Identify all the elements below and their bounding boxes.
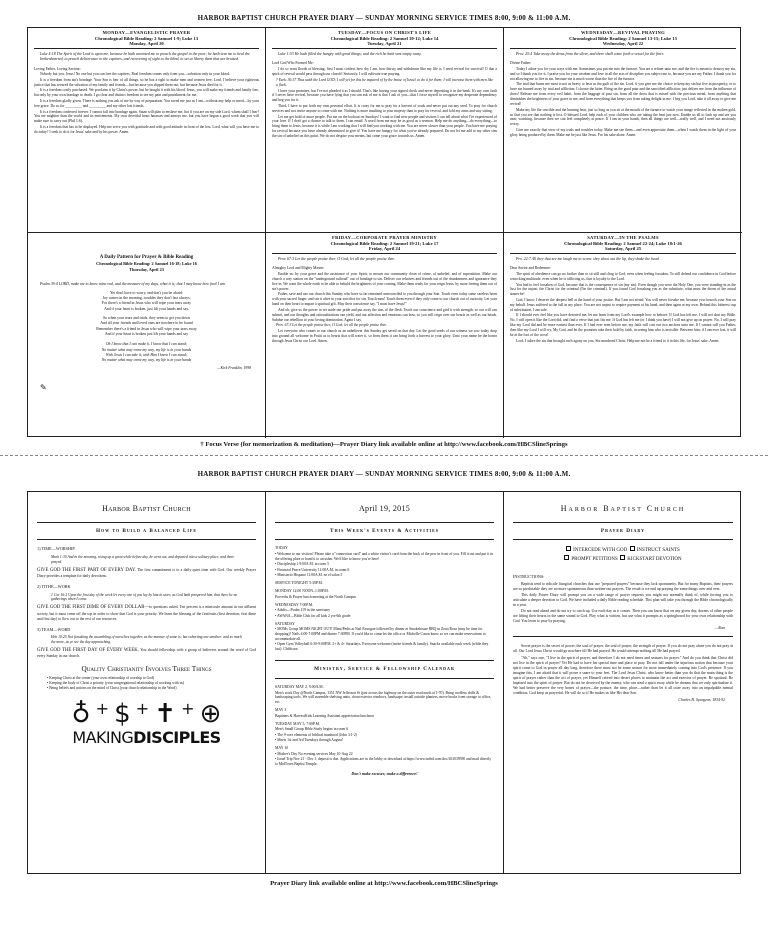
event-heading: SATURDAY MAY 2, 9:00A.M. xyxy=(275,684,324,689)
logo-making: MAKING xyxy=(72,727,134,747)
saturday-header xyxy=(510,235,736,254)
date: Saturday, April 25 xyxy=(604,246,642,252)
date: Wednesday, April 22 xyxy=(602,41,644,47)
poem-line: And all your friends and loved ones are nowhere to be found xyxy=(100,321,193,326)
day-title: FRIDAY—CORPORATE PRAYER MINISTRY xyxy=(332,235,437,240)
para: I have your promises, but I've not pleaded it as I should. That's like having your signed check and never depositing it in the bank. It's my own fault if I never have revival, because you have lying that you can ask of me is that I ask of you—that I force myself to recognize my desperate dependency and beg you for it. xyxy=(272,88,497,103)
checkbox-intercede[interactable] xyxy=(566,548,627,553)
instruction-para: This daily Prayer Diary will prompt you on a wide range of prayer requests you might not normally think of, while forcing you to articulate a deeper devotion to God. We have included a daily Bible reading schedule. This plan will take you through the Bible chronologically in a year. xyxy=(513,593,733,608)
reading: Chronological Bible Reading: 2 Samuel 1-9; Luke 13 xyxy=(94,35,199,41)
poem-line: No matter what may come my way, my life is in your hands xyxy=(101,347,192,352)
section-band: This Week's Events & Activities xyxy=(275,522,494,541)
monday-cell xyxy=(28,28,266,233)
para: If I should ever feel like you have deserted me, let me learn from my Lord's example how to behave. If God has left me, I will not shut my Bible. No, I will open it like the Lord did, and find a verse that just fits me. If God has left me (or I think you have) I will not give up on prayer. No, I will pray like my Lord did and be more earnest than ever. If I had ever seen before me, my faith will cast out two anchors unto me. If I cannot call you Father, then like my Lord I will cry, My God, and let the promises take their hold by faith, in seeing him who is invisible. Between him; if I am ever lost, it will be at the foot of the cross! xyxy=(510,313,736,337)
reading: Chronological Bible Reading: 2 Samuel 22-24; Luke 18:1-26 xyxy=(564,240,682,246)
section-band: Ministry, Service & Fellowship Calendar xyxy=(275,660,494,679)
event-item: • MOMs Group MOMS NIGHT OUT! Mimi/Pedis at Nail Envogue followed by dinner at Smokehouse BBQ in Zona Rosa (may be time for shopping)! Nails 4:00-7:00PM and dinner 7:30PM. If you'd like to come let the office or Michelle Cason know so we can make reservations to accommodate all. xyxy=(275,627,486,641)
para: Third, I have to put forth my own personal effort. It is crazy for me to pray for a harvest of souls and never put out any seed. To pray for church services and not invite anyone to come with me. Nothing is more insulting to your majesty than to pray for revival, and fold my arms and stay sitting. xyxy=(272,103,497,113)
wednesday-cell xyxy=(504,28,742,233)
bottom-footer: Prayer Diary link available online at http://www.facebook.com/HBCSlineSprings xyxy=(270,880,498,887)
fold-divider xyxy=(0,455,768,456)
para: † Ezek. 36:37 Thus saith the Lord GOD; I will yet for this be inquired of by the house of Israel, to do it for them; I will increase them with men like a flock. xyxy=(276,77,493,87)
poem-line: And if your heart is broken just lift your hands and say xyxy=(104,331,189,336)
balanced-life-column xyxy=(28,492,266,873)
event-item: • Adults—Psalm 119 in the sanctuary xyxy=(275,608,331,613)
signature: —Alan xyxy=(714,626,725,631)
checkbox-label: PROMPT PETITIONS xyxy=(571,556,618,562)
step-label: 1) TIME—WORSHIP xyxy=(37,546,75,552)
day-title: WEDNESDAY—REVIVAL PRAYING xyxy=(580,30,666,35)
events-column xyxy=(266,492,504,873)
plus-icon: + xyxy=(95,698,110,718)
para: Dear Savior and Redeemer: xyxy=(510,266,551,271)
verse: Heb 10:25 Not forsaking the assembling of ourselves together, as the manner of some is; but exhorting one another: and so much the more, as ye see the day approaching. xyxy=(51,635,242,645)
date: Thursday, April 23 xyxy=(129,266,164,272)
church-name: Harbor Baptist Church xyxy=(102,504,191,513)
event-heading: MONDAY 12:00 NOON–1:00P.M. xyxy=(275,589,329,594)
para: Let me get hold of more people. Put me on the lookout on Sundays! I want to find new people and visitors I can tell about what I've experienced of your love. If I don't get a chance to talk to them, I can email. A word from me may be as good as a sermon. Help me do anything—do everything—to bring them to Jesus, because it is while I am working that I will find you working with me. You are never slower than your people. You have me praying for revival because you have already determined to give it! You have me hungry for what you've already prepared. Do not let me add to my other sins the sin of unbelief on this point. We do not despise your means, but come your grace towards us. Amen. xyxy=(272,114,497,138)
event-item: • Financial Peace University 11:00A.M. in room 6 xyxy=(275,567,350,572)
tuesday-header xyxy=(272,30,497,49)
para: Lord God Who Formed Me: xyxy=(272,61,314,66)
poem-credit: —Kirk Franklin, 1998 xyxy=(217,365,251,370)
para: I do so want floods of blessing; first I must confess how dry I am, how thirsty and withdrawn like my life is. I need revival for survival! O that a spirit of revival would pass through our church! Seriously, I will cultivate true praying. xyxy=(272,67,497,76)
event-heading: WEDNESDAY 7:00P.M. xyxy=(275,602,314,607)
focus-verse: Prov. 67:3 Let the people praise thee, O God; let all the people praise thee. xyxy=(278,257,396,262)
poem-line: Joy comes in the morning, troubles they don't last always; xyxy=(102,296,191,301)
day-title: MONDAY—EVANGELISTIC PRAYER xyxy=(102,30,191,35)
making-disciples-logo xyxy=(71,698,222,748)
event-item: Proverbs & Prayer lunch meeting at the North Campus xyxy=(275,594,356,599)
church-name: Harbor Baptist Church xyxy=(560,504,686,513)
logo-text xyxy=(72,727,222,748)
instruction-para: Baptists tend to ridicule liturgical churches that use "prepared prayers" because they lack spontaneity. But for many Baptists, their prayers are so predictable they are no more spontaneous than written-out prayers. The result is we end up praying the same things over and over. xyxy=(513,581,733,591)
quote-para: "Ah," says one, "I live in the spirit of prayer, and therefore I do not need times and seasons for prayer." And do you think that Christ did not live in the spirit of prayer? Yet He had to have his special time and place to pray. Do not fall under the injurious notion that because your spirit come to God in prayer all day long, therefore there must not be some season for more immediately coming into God's presence. If you imagine this, I am afraid that it will prove a snare to your feet. The Lord Jesus Christ, who knew better than you do that the main thing is the spirit of prayer rather than the act of prayer, yet Himself retired into desert places to maintain the act and exercise of prayer. Be spiritual. Be baptized into the spirit of prayer. But do not be deceived by the enemy, who can steal a spirit away while he dreams that we only spiritualize it. We had better preserve the very bones of prayer—the posture, the time, place—rather than let it all ooze away into an impalpable mental condition. God keep us prayerful. He will do so if He makes us like His dear Son. xyxy=(513,655,733,695)
step-text: The first commitment is to a daily quiet time with God. Our weekly Prayer Diary provides a template for daily devotions. xyxy=(37,567,256,579)
quote-author: Charles H. Spurgeon, 1834-92 xyxy=(678,697,725,702)
verse: Mark 1:35 And in the morning, rising up a great while before day, he went out, and departed into a solitary place, and there prayed. xyxy=(51,554,235,564)
event-item: • Discipleship 2 9:00A.M. in room 5 xyxy=(275,562,329,567)
friday-header xyxy=(272,235,497,254)
instruction-para: Do not read ahead and do not try to catch up. Use each day as it comes. Then you can know that on any given day, dozens of other people are lifting their hearts in the same strand to God. Play what is written, but use what it prompts as a springboard for your own relationship with God. You learn to pray by praying. xyxy=(513,609,733,624)
tuesday-cell xyxy=(266,28,504,233)
bulletin-date: April 19, 2015 xyxy=(358,504,411,513)
poem-line: Remember there's a friend in Jesus who will wipe your tears away xyxy=(96,326,197,331)
checkbox-prompt[interactable] xyxy=(564,557,617,562)
event-item: • Welcome to our visitors! Please take a "connection card" and a white visitor's card from the back of the pew in front of you. Fill it out and put it in the offering plate or hand it to an usher. We'd like to know you're here! xyxy=(275,552,494,561)
reading: Chronological Bible Reading: 2 Samuel 19-21; Luke 17 xyxy=(330,240,439,246)
top-sheet-title: HARBOR BAPTIST CHURCH PRAYER DIARY — SUNDAY MORNING SERVICE TIMES 8:00, 9:00 & 11:00 A.M. xyxy=(197,14,571,22)
top-footer: † Focus Verse (for memorization & meditation)—Prayer Diary link available online at http://www.facebook.com/HBCSlineSprings xyxy=(200,441,568,448)
day-title: SATURDAY—IN THE PSALMS xyxy=(587,235,659,240)
event-item: Baptisms & HarvestKids Learning Assistant appreciation luncheon xyxy=(275,713,374,718)
instructions-label: INSTRUCTIONS: xyxy=(513,574,545,580)
checkbox-kickstart[interactable] xyxy=(620,557,681,562)
plus-icon: + xyxy=(135,698,150,718)
event-item: • Mother's Day No evening services May 10-Aug 22 xyxy=(275,751,353,756)
para: Make my life the crucible and the burning heat, just so long as you sit at the mouth of the furnace to watch your image reflected in the molten gold, so that you see that nothing is lost. O blessed Lord, help each of your children who are taking the heat just now. Enable us all to look up and see you near, watching, because then we can feel completely at peace. If I am in your hands, then all things are well—really well, and I need not anxiously worry. xyxy=(510,107,736,127)
plus-icon: + xyxy=(181,698,195,718)
section-band: How to Build a Balanced Life xyxy=(37,522,256,541)
divider xyxy=(513,636,733,637)
pen-icon: ✎ xyxy=(40,382,47,392)
checkbox-instruct[interactable] xyxy=(630,548,680,553)
events-list xyxy=(275,546,494,652)
para: Let everyone who comes to our church as an unbeliever this Sunday get saved on that day. Let the good seeds of our witness we sow today drop into ground all welcome in Pruitt as to hearts that will water it, so from them it can bring forth a harvest to your glory. Unto your name be the honor through Jesus Christ our Lord. Amen. xyxy=(272,329,497,343)
poem-line: For there's a friend in Jesus who will wipe your tears away xyxy=(101,301,192,306)
focus-verse: Prov. 25:4 Take away the dross from the silver, and there shall come forth a vessel for the finer. xyxy=(516,52,664,57)
para: The trial that burns me most is not as heavy to bear as the guilt of the sin. Lord, if you give me the choice to keep my sin but live in prosperity, or to have sin burned away by trial and affliction, I choose the latter. Bring on the good pain and the sanctified affliction; just deliver me from the influence of dross! Release me from every evil habit, from the baggage of past sin, from all the dross that is mixed with the precious metal, from anything that diminishes the brightness of your grace in me, and from everything that keeps you from taking delight in me. I beg you Lord, take it all away to give me revival! xyxy=(510,82,736,106)
para: And oh, give us the power to set aside our pride and put away the sins of the flesh. Teach our conscience and gird it with strength, so our will can submit, and our thoughts and rationalizations can yield, and our affection and emotions can bow, so you will reign over our hearts as well as our heads. Subdue our rebellion to your loving domination. Again I say, xyxy=(272,307,497,322)
para: Father, save and use our church this Sunday who have so far remained unreconciled to you through your Son. Touch even today some careless heart with your sacred finger, and stir it alive to your sacrifice for sin. Touch men! Touch them even if they only come to our church out of curiosity. Let your hand on their heart to impart a spiritual gift. May their conscience say, "I must have Jesus!" xyxy=(272,292,497,307)
para: Give me exactly that view of my trials and troubles today. Make me see them—and even appreciate them—when I watch them in the light of your glory being produced by them. Make me be just like Jesus. For his sake alone. Amen. xyxy=(510,127,736,137)
bullet: • Being beliefs and actions on the mind of Christ (your church relationship in the Word) xyxy=(47,685,177,690)
poem-chorus xyxy=(34,342,259,363)
para: Almighty Lord and Mighty Master: xyxy=(272,266,325,271)
quote-para: Secret prayer is the secret of power, the soul of prayer, the seal of prayer, the strength of prayer. If you do not pray alone you do not pray at all. Our Lord Jesus Christ would go nowhere till He had prayed. He would attempt nothing till He had prayed. xyxy=(513,644,733,654)
focus-verse: Pro. 22:7 All they that see me laugh me to scorn: they shoot out the lip, they shake the head. xyxy=(516,257,660,262)
para: Prov. 67:3 Let the people praise thee, O God; let all the people praise thee. xyxy=(276,323,388,328)
event-item: • Ministerio Hispano 11:00A.M. en el salon 5 xyxy=(275,573,343,578)
wednesday-header xyxy=(510,30,736,49)
para: It is a freedom that has to be displayed. Help me serve you with gratitude and with good attitude in front of the lost. Lord, what will you have me to do today? I seek to do it for Jesus' sake and by his power. Amen. xyxy=(34,124,259,134)
checkbox-icon xyxy=(630,546,635,551)
saturday-cell xyxy=(504,233,742,438)
monday-header xyxy=(34,30,259,49)
event-item: Men's work Day @North Campus, 1351 NW Jefferson St (just across the highway on the outer road north of I-70). Bring cordless drills & landscaping tools. We will assemble shelving units, clean exterior windows, landscape, install outside planters, move books from storage to office, etc. xyxy=(275,690,492,705)
fellowship-icon: ⊕ xyxy=(199,698,222,729)
bible-icon: ✝ xyxy=(154,698,177,729)
para: It is a freedom costly purchased. We proclaim it by Christ's power, but he bought it with his blood. Jesus, you will make my friends and family free, but only by your own bondage to death. I go clear and distinct freedom to see my pain and punishment for me. xyxy=(34,88,259,98)
calendar-list xyxy=(275,685,494,767)
para: You had to feel forsaken of God, because that is the consequence of sin (my sin). Even though you were the Holy One, you were standing-in as the Just for the unjust, the Christ for the criminal (I'm the criminal). If you found God forsaking you as the substitute, what must the doom of the actual sinner be! xyxy=(510,282,736,297)
date: Tuesday, April 21 xyxy=(367,41,402,47)
poem-line: So when your tears and trials, they seem to get you down xyxy=(103,316,190,320)
event-item: • Israel Trip Nov 21 - Dec 1, deposit is due. Applications are in the lobby or download at https://www.tsribd.com/doc/261039590 and mail directly to MidTown Baptist Temple. xyxy=(275,757,492,767)
event-item: • Meets 1st and 3rd Tuesdays through August! xyxy=(275,738,344,743)
quality-heading: Quality Christianity Involves Three Things xyxy=(81,664,212,674)
event-item: • AWANA—Bible Club for all kids 2 yrs-6th grade xyxy=(275,613,351,618)
para: God, I know I deserve the deepest hell at the hand of your justice. But I am not afraid. You will never forsake me, because you forsook your Son on my behalf. Jesus suffered to the full in my place. You are not unjust to require payment at his hand, and then again at my own. Behind this bitterest cup of substitution, I am safe. xyxy=(510,298,736,312)
step-text: to questions asked. Ten percent is a miniscule amount in our affluent society, but it must come off the top in order to show that God is your priority. We learn the blessing of the firstfruits (first devotion, first dime and first day) to flow out to the rest of our resources. xyxy=(37,605,257,621)
checkbox-label: KICKSTART DEVOTION xyxy=(627,556,682,562)
pray-icon: ♁ xyxy=(71,698,91,729)
para: Nobody but you, Jesus! No one but you can free the captives. Real freedom comes only from you—salvation only in your blood. xyxy=(40,72,231,77)
poem-line: Oh I know that I can make it. I know that I can stand; xyxy=(105,342,188,347)
poem-line: With Jesus I can take it, with Him I know I can stand; xyxy=(105,352,188,357)
para: It is a freedom conferred forever. I cannot fall into bondage again. Satan will plan to enslave me, but if you are on my side Lord, whom shall I fear? You are mightier than the world and its enticements. My own deceitful heart harasses and annoys me, but you have begun a good work that you will make sure to carry out (Phil 1:6). xyxy=(34,109,259,124)
event-item: • Open Gym Volleyball 6:30-9:00P.M. 2+ & 4+ Saturdays. Everyone welcome (invite friends & family). Snacks available each week (while they last). Childcare. xyxy=(275,642,489,652)
date: Monday, April 20 xyxy=(129,41,164,47)
para: The spirit of obedience can go no further than to sit still and cling to God, even when feeling forsaken. To still defend our confidence in God before a mocking multitude, even when he is afflicting us, that is loyalty to the Lord. xyxy=(510,272,736,281)
poem-line: Yet don't have to worry, and don't you be afraid: xyxy=(109,290,184,295)
focus-verse: Psalm 39:4 LORD, make me to know mine end, and the measure of my days, what it is; that I may know how frail I am. xyxy=(40,281,226,286)
thursday-cell xyxy=(28,233,266,438)
para: Divine Father: xyxy=(510,61,532,66)
logo-disciples: DISCIPLES xyxy=(133,727,221,747)
section-band: Prayer Diary xyxy=(513,522,733,541)
step-text: You should fellowship with a group of believers around the word of God every Sunday in our church. xyxy=(37,647,256,659)
bullet: • Keeping the body of Christ a priority (your congregational relationship of working with us) xyxy=(47,680,185,685)
event-heading: MAY 10 xyxy=(275,746,289,751)
poem-line: And if your heart is broken, just lift your hands and say. xyxy=(104,306,189,311)
friday-cell xyxy=(266,233,504,438)
day-title: TUESDAY—FOCUS ON CHRIST'S LIFE xyxy=(337,30,432,35)
checkbox-icon xyxy=(620,555,625,560)
purpose-checklist xyxy=(513,546,733,564)
event-heading: SERVICE TONIGHT 5:30P.M. xyxy=(275,581,323,586)
event-item: • The 9-core elements of biblical manhood (John 3:1-2) xyxy=(275,732,357,737)
bullet: • Keeping Christ at the center (your own relationship of worship to God) xyxy=(47,675,155,680)
checkbox-label: INTERCEDE WITH GOD xyxy=(573,547,628,553)
poem-stanza xyxy=(34,291,259,338)
bulletin-columns xyxy=(27,491,741,874)
step-label: 2) TITHE—WORK xyxy=(37,584,71,590)
pattern-title: A Daily Pattern for Prayer & Bible Reading xyxy=(99,255,194,260)
checkbox-icon xyxy=(566,546,571,551)
para: Lord, I adore the sin that brought such agony on you, Sin murdered Christ. Help me not be a friend to it in this life, for Jesus' sake. Amen. xyxy=(516,338,720,343)
para: Loving Father, Loving Saviour: xyxy=(34,66,81,71)
poem-line: No matter what may come my way, my life is in your hands xyxy=(101,358,192,363)
prayer-diary-column xyxy=(504,492,742,873)
event-heading: SATURDAY xyxy=(275,621,295,626)
para: Today I adore you for your ways with me. Sometimes you put me into the furnace. You are a refiner unto me, and the fire is meant to destroy my sin, and so I thank you for it. I praise you for your wisdom and love in all the acts of discipline you subject me to, because you are my Father. I thank you for not allowing me to live in sin, because sin is much worse than the fire of the furnace. xyxy=(510,67,736,81)
event-heading: TUESDAY MAY 5, 7:00P.M. xyxy=(275,721,321,726)
weekly-diary-grid xyxy=(27,27,741,437)
verse: 1 Cor 16:2 Upon the first day of the week let every one of you lay by him in store, as God hath prospered him, that there be no gatherings when I come. xyxy=(51,592,238,602)
tagline: Don't make excuses; make a difference! xyxy=(351,770,418,776)
reading: Chronological Bible Reading: 2 Samuel 10-12; Luke 14 xyxy=(330,35,439,41)
focus-verse: Luke 4:18 The Spirit of the Lord is upon me, because he hath anointed me to preach the gospel to the poor; he hath sent me to heal the brokenhearted, to preach deliverance to the captives, and recovering of sight to the blind, to set at liberty them that are bruised. xyxy=(40,52,250,62)
give-icon: $ xyxy=(114,698,131,729)
checkbox-label: INSTRUCT SAINTS xyxy=(636,547,680,553)
give-line: GIVE GOD THE FIRST DIME OF EVERY DOLLAR— xyxy=(37,605,150,611)
step-label: 3) TEAM—WORD xyxy=(37,626,71,632)
event-heading: MAY 3 xyxy=(275,708,287,713)
give-line: GIVE GOD THE FIRST PART OF EVERY DAY. xyxy=(37,567,136,573)
reading: Chronological Bible Reading: 2 Samuel 13-15; Luke 15 xyxy=(569,35,677,41)
para: Enable us, by your grace and the assistance of your Spirit, to mourn our community clean of crime, of unbelief, and of superstition. Make our church a way station on the "underground railroad" out of bondage to sin. Deliver our relatives and friends out of the drunkenness and ignorance they live in. We want the whole earth to be able to behold the brightness of your coming. Make them ready for your reign Jesus, by more freeing them out of sin's power. xyxy=(272,272,497,291)
reading: Chronological Bible Reading: 2 Samuel 16-18; Luke 16 xyxy=(96,261,197,267)
event-heading: TODAY xyxy=(275,546,288,551)
checkbox-icon xyxy=(564,555,569,560)
focus-verse: Luke 1:53 He hath filled the hungry with good things; and the rich he hath sent empty away. xyxy=(278,52,422,57)
event-item: Men's Small Group Bible Study begins in room 6 xyxy=(275,727,348,732)
para: It is a freedom from sin's bondage. Your Son is heir of all things, so he has a right to make men and women free. Lord, I believe your righteous justice that has secured the salvation of my family and friends—but because you slipped them out, but because Jesus died for it. xyxy=(34,77,259,87)
para: It is a freedom gladly given. There is nothing you ask of me by way of preparation. You saved me just as I am—without any help or merit—by your free grace. Do so for _________ and _________ and my other lost friends. xyxy=(34,98,259,108)
bottom-sheet-title: HARBOR BAPTIST CHURCH PRAYER DIARY — SUNDAY MORNING SERVICE TIMES 8:00, 9:00 & 11:00 A.M. xyxy=(197,470,571,478)
give-line: GIVE GOD THE FIRST DAY OF EVERY WEEK. xyxy=(37,647,139,653)
date: Friday, April 24 xyxy=(368,246,401,252)
logo-icons xyxy=(71,698,222,729)
